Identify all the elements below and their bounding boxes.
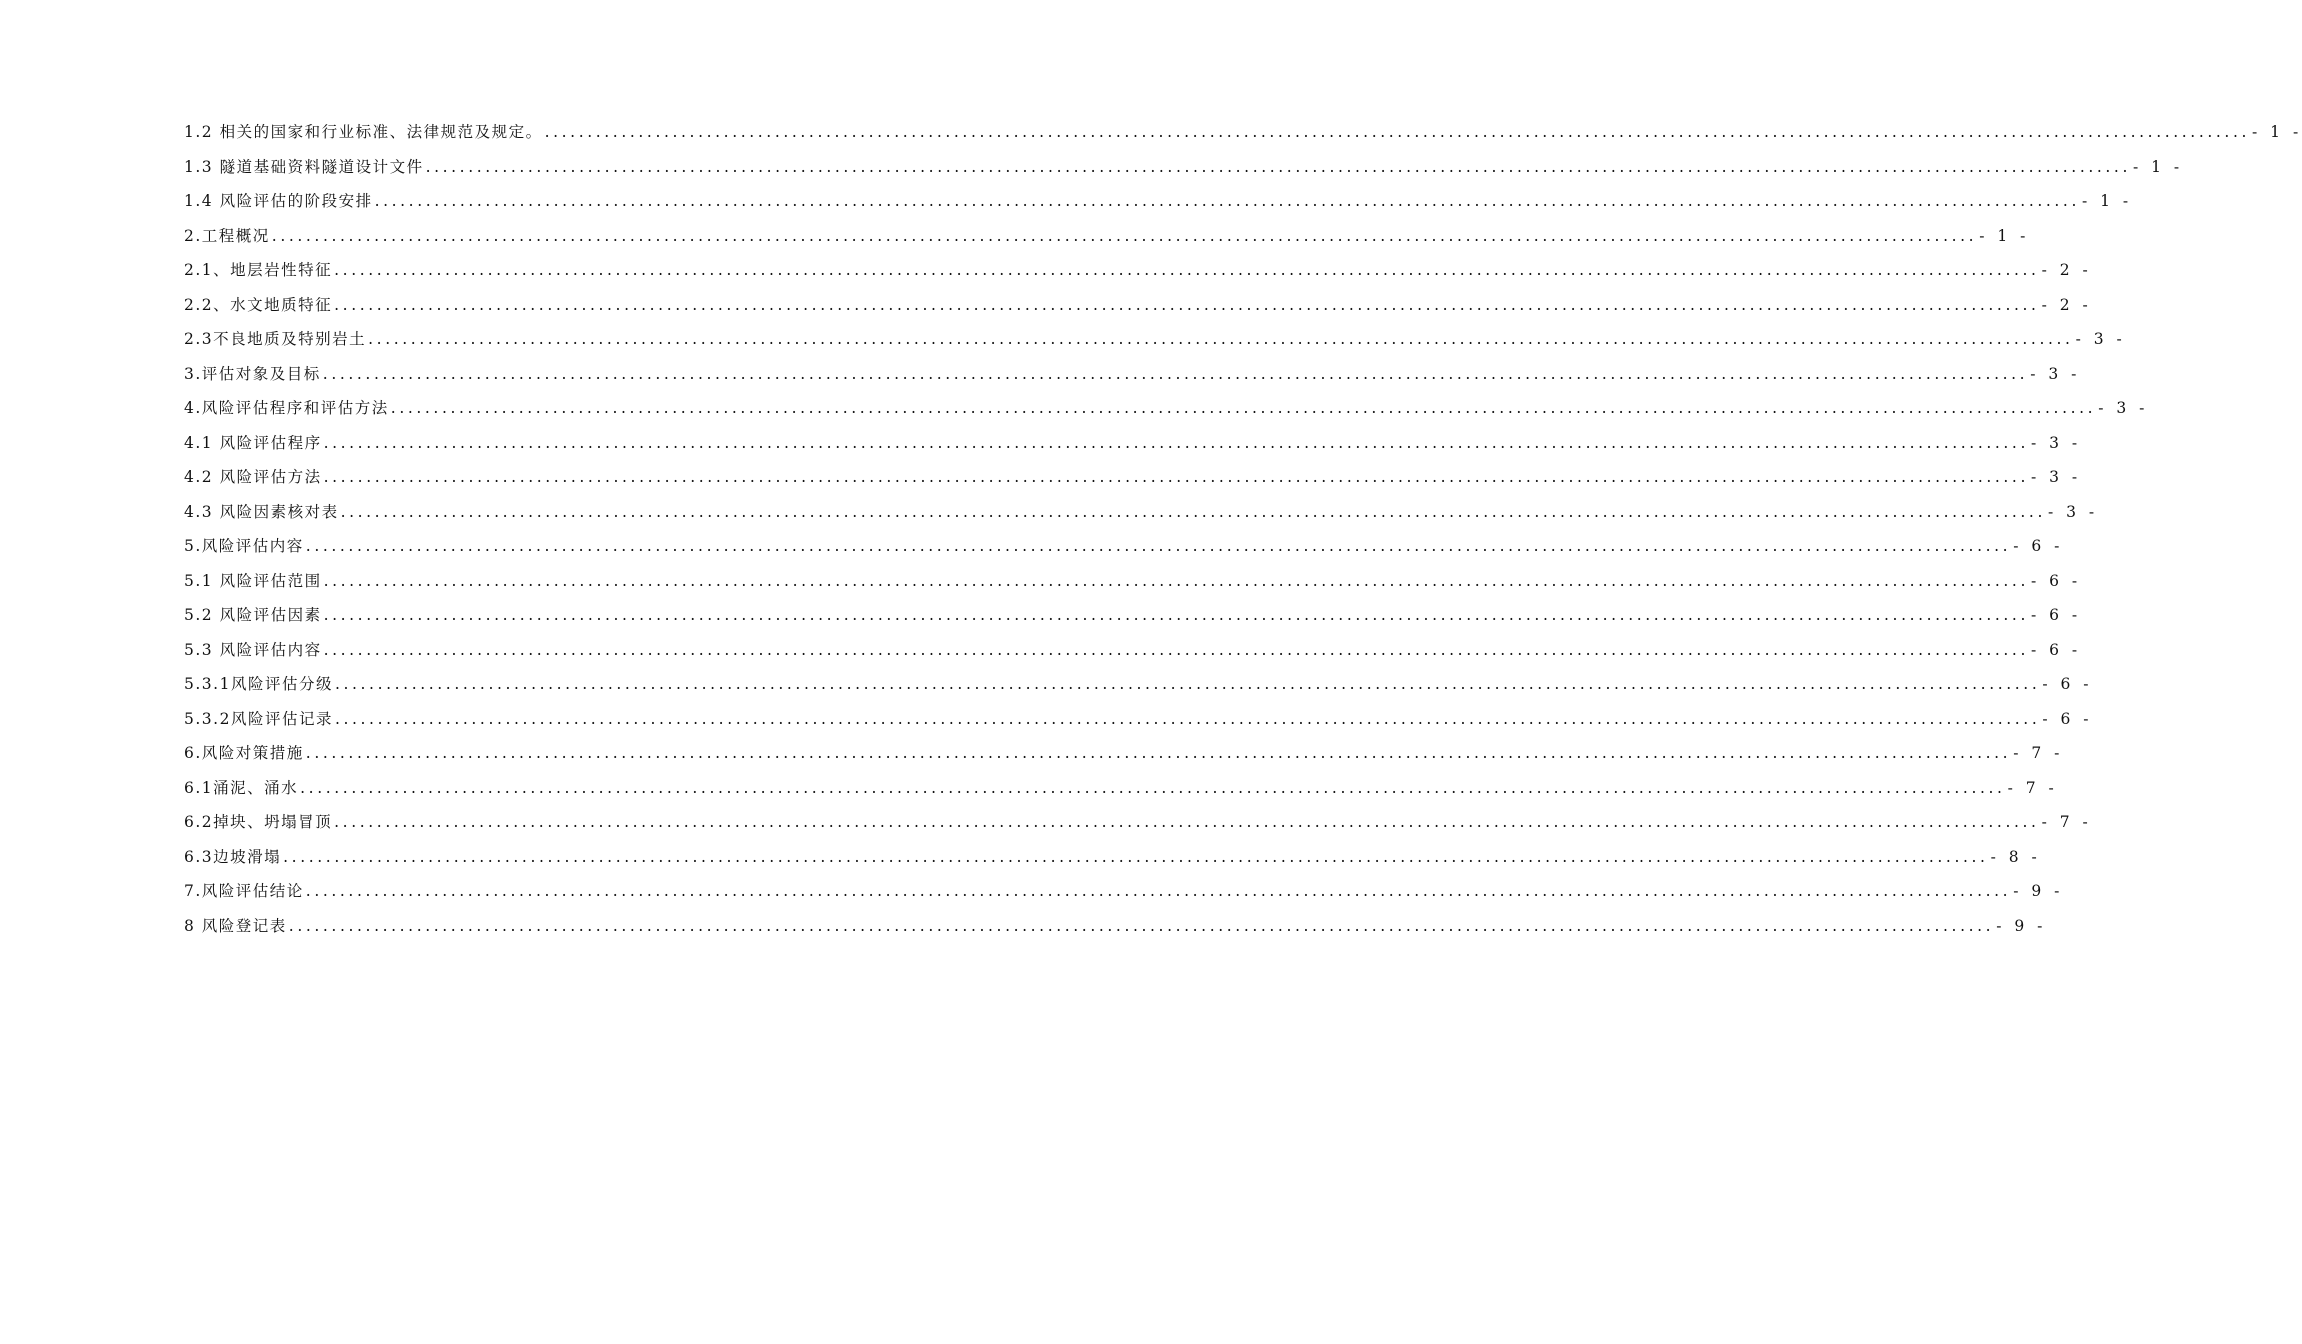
toc-leader-dots: ........................................................................................................................................................................................................ bbox=[425, 157, 2131, 176]
toc-leader-dots: ........................................................................................................................................................................................................ bbox=[390, 399, 2097, 417]
toc-entry-page: - 7 - bbox=[2007, 778, 2058, 797]
toc-entry-page: - 6 - bbox=[2030, 606, 2082, 624]
toc-leader-dots: ........................................................................................................................................................................................................ bbox=[323, 571, 2029, 590]
toc-entry[interactable] bbox=[184, 224, 2030, 259]
toc-entry-title: 5.1 风险评估范围 bbox=[184, 571, 322, 590]
toc-entry-title: 2.3不良地质及特别岩土 bbox=[184, 330, 367, 348]
toc-entry[interactable] bbox=[184, 707, 2093, 742]
toc-entry-page: - 7 - bbox=[2041, 813, 2092, 831]
toc-entry-title: 2.2、水文地质特征 bbox=[184, 295, 333, 314]
toc-entry-page: - 3 - bbox=[2047, 502, 2099, 521]
toc-entry-title: 5.3.1风险评估分级 bbox=[184, 675, 333, 693]
toc-entry-page: - 7 - bbox=[2013, 744, 2064, 762]
toc-entry[interactable] bbox=[184, 672, 2093, 707]
toc-entry[interactable] bbox=[184, 258, 2092, 293]
toc-entry-page: - 2 - bbox=[2041, 261, 2092, 279]
toc-entry-page: - 2 - bbox=[2041, 295, 2092, 314]
toc-entry-title: 5.3.2风险评估记录 bbox=[184, 709, 333, 728]
toc-entry-page: - 6 - bbox=[2030, 640, 2082, 659]
toc-leader-dots: ........................................................................................................................................................................................................ bbox=[323, 606, 2029, 624]
toc-leader-dots: ........................................................................................................................................................................................................ bbox=[368, 330, 2074, 348]
toc-entry[interactable] bbox=[184, 327, 2126, 362]
toc-entry-title: 4.2 风险评估方法 bbox=[184, 468, 322, 486]
toc-leader-dots: ........................................................................................................................................................................................................ bbox=[544, 123, 2250, 141]
toc-entry[interactable] bbox=[184, 293, 2092, 328]
table-of-contents bbox=[184, 120, 2302, 948]
toc-entry-page: - 3 - bbox=[2075, 330, 2126, 348]
toc-entry-title: 8 风险登记表 bbox=[184, 916, 287, 935]
toc-entry-page: - 8 - bbox=[1990, 847, 2041, 866]
toc-entry-page: - 6 - bbox=[2042, 675, 2093, 693]
toc-leader-dots: ........................................................................................................................................................................................................ bbox=[323, 468, 2029, 486]
toc-entry[interactable] bbox=[184, 603, 2082, 638]
toc-entry-title: 7.风险评估结论 bbox=[184, 882, 304, 900]
toc-entry[interactable] bbox=[184, 534, 2064, 569]
toc-leader-dots: ........................................................................................................................................................................................................ bbox=[334, 709, 2041, 728]
toc-entry-title: 4.1 风险评估程序 bbox=[184, 433, 322, 452]
toc-entry-page: - 1 - bbox=[1979, 226, 2030, 245]
toc-entry[interactable] bbox=[184, 879, 2064, 914]
toc-leader-dots: ........................................................................................................................................................................................................ bbox=[334, 295, 2040, 314]
toc-entry-page: - 6 - bbox=[2030, 571, 2082, 590]
toc-leader-dots: ........................................................................................................................................................................................................ bbox=[340, 502, 2046, 521]
toc-entry[interactable] bbox=[184, 569, 2082, 604]
toc-entry-title: 1.4 风险评估的阶段安排 bbox=[184, 192, 373, 210]
toc-entry-page: - 3 - bbox=[2030, 468, 2082, 486]
toc-entry-title: 5.3 风险评估内容 bbox=[184, 640, 322, 659]
toc-entry[interactable] bbox=[184, 810, 2092, 845]
toc-entry[interactable] bbox=[184, 500, 2099, 535]
toc-entry-title: 3.评估对象及目标 bbox=[184, 364, 321, 383]
toc-entry-title: 6.风险对策措施 bbox=[184, 744, 304, 762]
toc-entry-page: - 3 - bbox=[2030, 433, 2082, 452]
toc-entry-title: 1.2 相关的国家和行业标准、法律规范及规定。 bbox=[184, 123, 543, 141]
toc-entry[interactable] bbox=[184, 431, 2082, 466]
toc-entry-page: - 6 - bbox=[2042, 709, 2093, 728]
toc-entry-page: - 1 - bbox=[2252, 123, 2302, 141]
toc-leader-dots: ........................................................................................................................................................................................................ bbox=[374, 192, 2080, 210]
toc-leader-dots: ........................................................................................................................................................................................................ bbox=[271, 226, 1978, 245]
toc-entry[interactable] bbox=[184, 741, 2064, 776]
toc-entry[interactable] bbox=[184, 465, 2082, 500]
toc-entry[interactable] bbox=[184, 189, 2133, 224]
toc-leader-dots: ........................................................................................................................................................................................................ bbox=[323, 433, 2029, 452]
toc-entry-title: 5.2 风险评估因素 bbox=[184, 606, 322, 624]
toc-leader-dots: ........................................................................................................................................................................................................ bbox=[305, 744, 2012, 762]
toc-leader-dots: ........................................................................................................................................................................................................ bbox=[334, 675, 2041, 693]
toc-entry-page: - 9 - bbox=[2013, 882, 2064, 900]
toc-entry[interactable] bbox=[184, 638, 2082, 673]
toc-entry-page: - 6 - bbox=[2013, 537, 2064, 555]
toc-entry[interactable] bbox=[184, 776, 2058, 811]
toc-entry[interactable] bbox=[184, 155, 2184, 190]
toc-entry[interactable] bbox=[184, 396, 2149, 431]
toc-entry-page: - 3 - bbox=[2030, 364, 2081, 383]
toc-leader-dots: ........................................................................................................................................................................................................ bbox=[334, 813, 2040, 831]
toc-entry-title: 6.1涌泥、涌水 bbox=[184, 778, 299, 797]
toc-entry-title: 5.风险评估内容 bbox=[184, 537, 304, 555]
toc-entry-title: 4.3 风险因素核对表 bbox=[184, 502, 339, 521]
toc-entry-title: 1.3 隧道基础资料隧道设计文件 bbox=[184, 157, 424, 176]
toc-entry-title: 2.1、地层岩性特征 bbox=[184, 261, 333, 279]
toc-leader-dots: ........................................................................................................................................................................................................ bbox=[322, 364, 2029, 383]
toc-leader-dots: ........................................................................................................................................................................................................ bbox=[300, 778, 2006, 797]
toc-leader-dots: ........................................................................................................................................................................................................ bbox=[323, 640, 2029, 659]
toc-entry-page: - 9 - bbox=[1996, 916, 2047, 935]
toc-entry-page: - 1 - bbox=[2132, 157, 2184, 176]
toc-entry-page: - 1 - bbox=[2081, 192, 2133, 210]
toc-entry-title: 6.3边坡滑塌 bbox=[184, 847, 282, 866]
toc-entry-title: 2.工程概况 bbox=[184, 226, 270, 245]
toc-entry[interactable] bbox=[184, 914, 2047, 949]
toc-entry[interactable] bbox=[184, 845, 2041, 880]
toc-entry-title: 4.风险评估程序和评估方法 bbox=[184, 399, 389, 417]
toc-leader-dots: ........................................................................................................................................................................................................ bbox=[305, 537, 2012, 555]
toc-leader-dots: ........................................................................................................................................................................................................ bbox=[288, 916, 1995, 935]
toc-entry-page: - 3 - bbox=[2098, 399, 2149, 417]
toc-leader-dots: ........................................................................................................................................................................................................ bbox=[305, 882, 2012, 900]
toc-entry[interactable] bbox=[184, 120, 2302, 155]
toc-entry-title: 6.2掉块、坍塌冒顶 bbox=[184, 813, 333, 831]
toc-entry[interactable] bbox=[184, 362, 2081, 397]
toc-leader-dots: ........................................................................................................................................................................................................ bbox=[283, 847, 1989, 866]
toc-leader-dots: ........................................................................................................................................................................................................ bbox=[334, 261, 2040, 279]
